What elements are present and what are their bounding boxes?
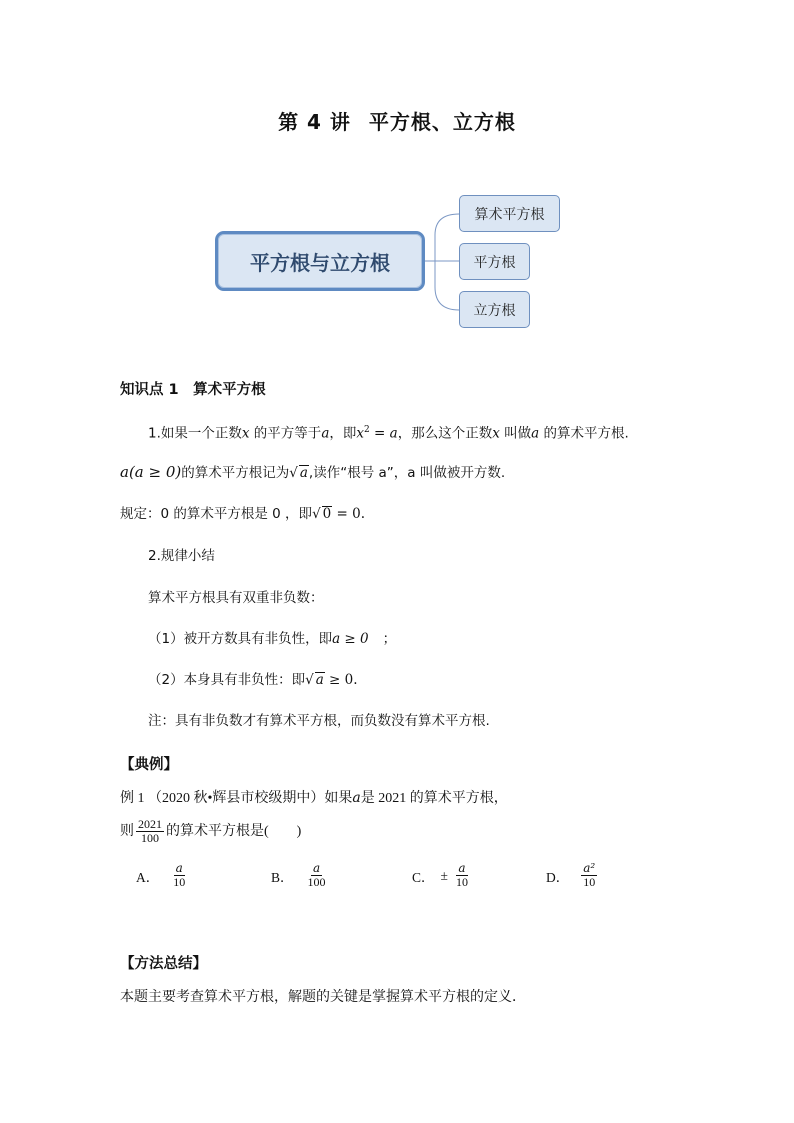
definition-paragraph: 1.如果一个正数x 的平方等于a，即$x^2 = a$，那么这个正数x 叫做a 的算术平方根.	[148, 425, 629, 442]
rule-paragraph: 规定：0 的算术平方根是 0 ，即√ 0 = 0.	[120, 506, 366, 522]
method-heading: 【方法总结】	[120, 956, 207, 972]
section-heading: 知识点 1 算术平方根	[120, 382, 266, 398]
option-c[interactable]: C． ± $\frac{a}{10}$	[412, 861, 468, 889]
mindmap-node-square-root: 平方根	[459, 243, 530, 280]
summary-intro: 算术平方根具有双重非负数：	[148, 590, 324, 606]
example-heading: 【典例】	[120, 757, 178, 773]
method-text: 本题主要考查算术平方根，解题的关键是掌握算术平方根的定义．	[120, 990, 526, 1005]
page-title	[0, 106, 794, 135]
option-b[interactable]: B． $\frac{a}{100}$	[271, 861, 326, 889]
summary-item-1: （1）被开方数具有非负性，即a ≥ 0 ；	[148, 631, 397, 647]
note-paragraph: 注：具有非负数才有算术平方根，而负数没有算术平方根.	[148, 713, 490, 729]
option-d[interactable]: D． $\frac{\text{a²}}{10}$	[546, 861, 596, 889]
lecture-number: 第 4 讲	[278, 110, 351, 134]
mindmap-center-node: 平方根与立方根	[215, 231, 425, 291]
notation-paragraph: a(a ≥ 0)的算术平方根记为√ a,读作“根号 a”，a 叫做被开方数.	[120, 463, 506, 481]
lecture-topic: 平方根、立方根	[368, 110, 516, 134]
example-question-line-1: 例 1 （2020 秋•辉县市校级期中）如果a是 2021 的算术平方根，	[120, 790, 508, 806]
summary-heading: 2.规律小结	[148, 548, 215, 564]
fraction: $\frac{a}{100}$	[307, 861, 326, 889]
fraction: $\frac{a}{10}$	[173, 861, 186, 889]
option-a[interactable]: A． $\frac{a}{10}$	[136, 861, 186, 889]
fraction: $\frac{a}{10}$	[455, 861, 468, 889]
summary-item-2: （2）本身具有非负性：即√ a ≥ 0.	[148, 672, 358, 688]
fraction: $\frac{2021}{100}$	[138, 817, 162, 845]
mindmap-node-arithmetic-root: 算术平方根	[459, 195, 560, 232]
example-question-line-2: 则 $\frac{2021}{100}$ 的算术平方根是( )	[120, 817, 302, 845]
fraction: $\frac{\text{a²}}{10}$	[583, 861, 596, 889]
mindmap-node-cube-root: 立方根	[459, 291, 530, 328]
